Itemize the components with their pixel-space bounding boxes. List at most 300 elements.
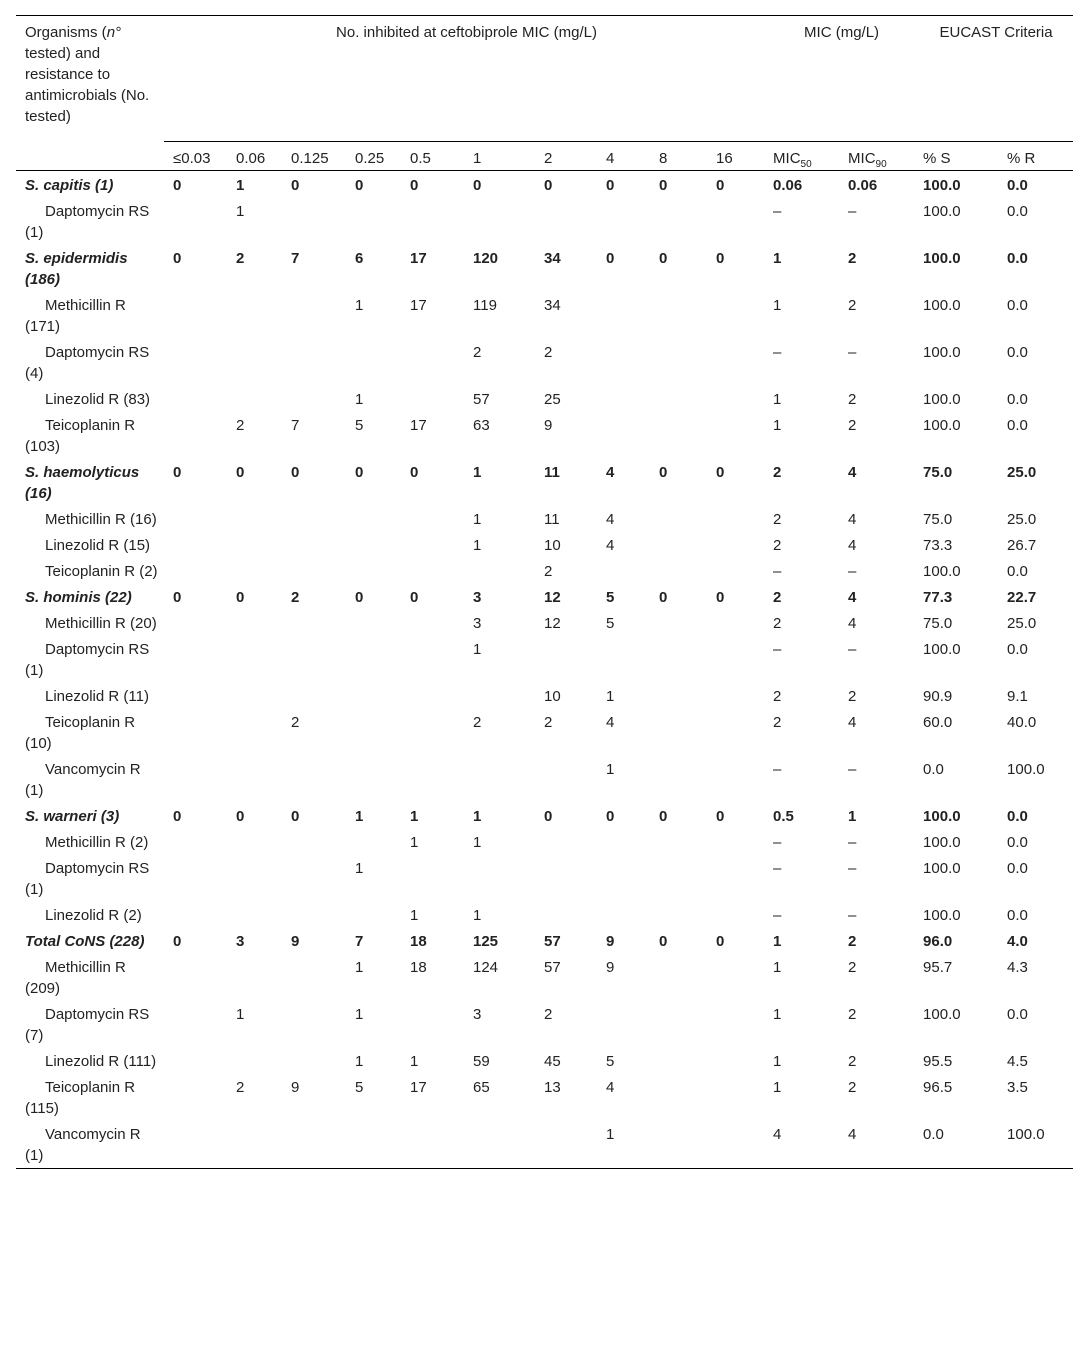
table-row-resistance: [16, 339, 1073, 386]
table-row-resistance: [16, 756, 1073, 803]
table-cell: [707, 902, 764, 928]
row-label: [16, 1074, 164, 1121]
table-cell: [535, 902, 597, 928]
table-cell: [401, 709, 464, 756]
table-cell: 4.0: [1007, 932, 1028, 950]
table-cell: [282, 339, 346, 386]
table-cell: 0.0: [1007, 833, 1028, 851]
table-cell: [282, 756, 346, 803]
table-row-organism: [16, 170, 1073, 198]
table-cell: [401, 756, 464, 803]
table-cell: [464, 558, 535, 584]
table-cell: 0.0: [1007, 906, 1028, 924]
table-cell: [597, 558, 650, 584]
table-cell: 4: [606, 510, 615, 528]
table-cell: 4: [773, 1125, 782, 1143]
table-cell: 0: [606, 176, 615, 194]
table-cell: 0: [716, 932, 725, 950]
table-cell: 1: [473, 906, 482, 924]
table-cell: 2: [848, 687, 857, 705]
table-cell: 17: [410, 416, 427, 434]
table-cell: [164, 855, 227, 902]
table-cell: 2: [848, 1052, 857, 1070]
table-cell: 1: [773, 932, 782, 950]
table-cell: 0: [410, 463, 419, 481]
table-cell: [707, 756, 764, 803]
table-cell: 1: [410, 906, 419, 924]
table-cell: 100.0: [923, 859, 961, 877]
table-cell: –: [773, 833, 782, 851]
table-cell: 1: [473, 640, 482, 658]
table-cell: [707, 709, 764, 756]
table-cell: [282, 954, 346, 1001]
table-cell: [535, 636, 597, 683]
table-cell: 0.0: [1007, 296, 1028, 314]
table-cell: 100.0: [923, 176, 961, 194]
table-cell: 1: [355, 958, 364, 976]
row-label-text: Methicillin R (20): [45, 614, 157, 632]
table-cell: 1: [473, 833, 482, 851]
table-row-resistance: [16, 1121, 1073, 1169]
table-cell: 7: [291, 416, 300, 434]
table-cell: [282, 506, 346, 532]
table-cell: 57: [544, 932, 561, 950]
table-cell: [650, 532, 707, 558]
table-cell: 2: [236, 249, 245, 267]
table-cell: 90.9: [923, 687, 953, 705]
table-cell: 2: [848, 958, 857, 976]
table-cell: 1: [773, 958, 782, 976]
table-cell: 5: [355, 1078, 364, 1096]
table-cell: [707, 506, 764, 532]
table-row-resistance: [16, 1001, 1073, 1048]
table-cell: 4: [848, 510, 857, 528]
table-cell: –: [773, 202, 782, 220]
table-cell: [164, 1001, 227, 1048]
table-cell: 2: [848, 390, 857, 408]
table-cell: [282, 386, 346, 412]
row-label-text: Teicoplanin R (10): [25, 713, 136, 752]
table-cell: 96.5: [923, 1078, 953, 1096]
table-cell: [227, 339, 282, 386]
row-label: [16, 683, 164, 709]
table-cell: 2: [544, 343, 553, 361]
table-cell: 0: [544, 807, 553, 825]
table-cell: 5: [355, 416, 364, 434]
col-header-mic-1: 1: [464, 141, 535, 170]
table-row-resistance: [16, 829, 1073, 855]
table-cell: [707, 532, 764, 558]
table-cell: 1: [410, 833, 419, 851]
table-cell: [401, 636, 464, 683]
table-cell: [346, 532, 401, 558]
row-label: [16, 292, 164, 339]
table-cell: [707, 1048, 764, 1074]
table-cell: 9: [606, 958, 615, 976]
table-cell: 13: [544, 1078, 561, 1096]
table-cell: 1: [606, 1125, 615, 1143]
table-row-resistance: [16, 855, 1073, 902]
table-cell: 0.0: [1007, 390, 1028, 408]
table-cell: 100.0: [923, 249, 961, 267]
table-cell: 10: [544, 536, 561, 554]
table-cell: 18: [410, 932, 427, 950]
table-cell: 100.0: [923, 416, 961, 434]
table-cell: 1: [473, 463, 482, 481]
table-cell: [282, 532, 346, 558]
table-cell: 26.7: [1007, 536, 1037, 554]
table-cell: 75.0: [923, 510, 953, 528]
row-label-text: Linezolid R (11): [45, 687, 149, 705]
table-cell: 3: [473, 614, 482, 632]
col-header-mic-8: 8: [650, 141, 707, 170]
table-cell: 2: [236, 1078, 245, 1096]
table-cell: 1: [473, 536, 482, 554]
table-cell: 1: [773, 249, 782, 267]
table-cell: 2: [848, 249, 857, 267]
table-cell: [707, 1121, 764, 1169]
table-cell: 40.0: [1007, 713, 1037, 731]
table-cell: 4: [606, 713, 615, 731]
table-cell: 0: [355, 463, 364, 481]
table-cell: 75.0: [923, 463, 953, 481]
table-cell: [164, 610, 227, 636]
table-cell: 17: [410, 1078, 427, 1096]
table-cell: 0: [173, 249, 182, 267]
table-cell: [650, 709, 707, 756]
table-cell: 45: [544, 1052, 561, 1070]
row-label: [16, 636, 164, 683]
table-cell: 2: [848, 1005, 857, 1023]
col-header-pct-s: % S: [914, 141, 998, 170]
table-cell: 2: [773, 510, 782, 528]
table-cell: [650, 558, 707, 584]
table-cell: [650, 610, 707, 636]
col-header-mic-0.06: 0.06: [227, 141, 282, 170]
table-cell: [227, 1048, 282, 1074]
table-cell: [346, 683, 401, 709]
table-row-resistance: [16, 610, 1073, 636]
table-cell: 2: [291, 588, 300, 606]
row-label-text: Vancomycin R (1): [25, 760, 141, 799]
table-cell: 1: [410, 1052, 419, 1070]
table-cell: –: [848, 859, 857, 877]
table-cell: [707, 292, 764, 339]
table-cell: [707, 855, 764, 902]
table-cell: 4: [848, 1125, 857, 1143]
table-cell: 2: [473, 713, 482, 731]
table-cell: [535, 855, 597, 902]
table-cell: [650, 855, 707, 902]
table-cell: 65: [473, 1078, 490, 1096]
row-label-text: Teicoplanin R (2): [45, 562, 158, 580]
table-cell: 7: [291, 249, 300, 267]
table-cell: [346, 339, 401, 386]
row-label-text: Methicillin R (209): [25, 958, 126, 997]
table-cell: [282, 902, 346, 928]
table-cell: 2: [773, 687, 782, 705]
table-cell: [346, 829, 401, 855]
table-cell: [164, 1048, 227, 1074]
row-label-text: Methicillin R (2): [45, 833, 149, 851]
table-cell: 0: [173, 932, 182, 950]
table-cell: [650, 636, 707, 683]
table-cell: 1: [355, 1005, 364, 1023]
table-cell: [650, 1001, 707, 1048]
row-label-text: Daptomycin RS (1): [25, 640, 150, 679]
table-cell: 3: [236, 932, 245, 950]
table-cell: 73.3: [923, 536, 953, 554]
table-cell: [227, 855, 282, 902]
table-cell: [597, 386, 650, 412]
table-cell: [650, 1121, 707, 1169]
table-cell: 4: [606, 1078, 615, 1096]
table-cell: 4: [848, 463, 857, 481]
row-label: [16, 902, 164, 928]
table-cell: 4: [848, 614, 857, 632]
mic-header: MIC (mg/L): [804, 24, 880, 41]
row-label: S. capitis (1): [25, 176, 114, 194]
table-cell: 5: [606, 1052, 615, 1070]
col-header-mic90: $MIC_{90}$: [839, 141, 914, 170]
table-cell: 1: [355, 1052, 364, 1070]
table-cell: –: [848, 202, 857, 220]
table-cell: 0: [473, 176, 482, 194]
table-cell: 25: [544, 390, 561, 408]
table-cell: 100.0: [923, 807, 961, 825]
table-cell: 100.0: [923, 296, 961, 314]
table-cell: 4.3: [1007, 958, 1028, 976]
table-cell: 34: [544, 249, 561, 267]
row-label-text: Daptomycin RS (7): [25, 1005, 150, 1044]
table-cell: 0.0: [1007, 562, 1028, 580]
table-row-resistance: [16, 412, 1073, 459]
table-cell: 1: [773, 1052, 782, 1070]
table-cell: 100.0: [923, 833, 961, 851]
table-row-resistance: [16, 558, 1073, 584]
table-cell: [164, 386, 227, 412]
table-cell: 5: [606, 588, 615, 606]
table-cell: [164, 1121, 227, 1169]
table-cell: 2: [236, 416, 245, 434]
table-cell: 1: [355, 807, 364, 825]
table-cell: 9: [291, 1078, 300, 1096]
table-cell: –: [773, 906, 782, 924]
table-cell: [227, 558, 282, 584]
table-cell: [346, 506, 401, 532]
row-label-text: Linezolid R (15): [45, 536, 151, 554]
table-cell: [282, 683, 346, 709]
table-cell: 2: [848, 1078, 857, 1096]
col-header-mic-16: 16: [707, 141, 764, 170]
table-cell: 9.1: [1007, 687, 1028, 705]
table-cell: [227, 756, 282, 803]
table-cell: 100.0: [923, 640, 961, 658]
table-cell: [707, 1001, 764, 1048]
table-cell: 0: [659, 932, 668, 950]
table-cell: 0: [606, 249, 615, 267]
table-cell: 0: [291, 463, 300, 481]
table-cell: [227, 532, 282, 558]
table-cell: [707, 386, 764, 412]
table-cell: [650, 954, 707, 1001]
table-cell: 119: [473, 296, 497, 314]
table-cell: 10: [544, 687, 561, 705]
table-cell: [164, 636, 227, 683]
table-cell: [164, 412, 227, 459]
table-cell: [401, 855, 464, 902]
table-cell: [707, 683, 764, 709]
table-cell: 100.0: [1007, 760, 1045, 778]
table-cell: [650, 198, 707, 245]
table-cell: [401, 558, 464, 584]
table-cell: 9: [606, 932, 615, 950]
table-cell: [464, 1121, 535, 1169]
table-cell: 0.0: [1007, 807, 1028, 825]
table-row-organism: [16, 245, 1073, 292]
row-label: [16, 198, 164, 245]
table-cell: 100.0: [1007, 1125, 1045, 1143]
table-cell: –: [773, 640, 782, 658]
table-cell: [650, 412, 707, 459]
row-label-text: Teicoplanin R (115): [25, 1078, 136, 1117]
table-cell: [650, 1048, 707, 1074]
table-cell: 1: [606, 687, 615, 705]
table-cell: [597, 636, 650, 683]
table-cell: 2: [773, 713, 782, 731]
table-cell: [164, 954, 227, 1001]
table-cell: 2: [773, 463, 782, 481]
table-cell: 12: [544, 614, 561, 632]
table-cell: 57: [473, 390, 490, 408]
inhibited-header: No. inhibited at ceftobiprole MIC (mg/L): [336, 24, 597, 41]
table-cell: [535, 829, 597, 855]
row-label: [16, 532, 164, 558]
row-label: [16, 954, 164, 1001]
table-cell: 0: [659, 588, 668, 606]
table-cell: 34: [544, 296, 561, 314]
row-label: [16, 1048, 164, 1074]
table-cell: 9: [544, 416, 553, 434]
table-row-resistance: [16, 532, 1073, 558]
table-cell: [346, 709, 401, 756]
table-cell: [282, 198, 346, 245]
table-cell: [597, 292, 650, 339]
table-cell: [597, 855, 650, 902]
table-row-organism: [16, 459, 1073, 506]
table-cell: [707, 610, 764, 636]
row-label: [16, 709, 164, 756]
table-cell: 1: [848, 807, 857, 825]
table-cell: [650, 756, 707, 803]
table-row-resistance: [16, 902, 1073, 928]
row-label: [16, 339, 164, 386]
table-cell: –: [773, 760, 782, 778]
row-label-text: Daptomycin RS (1): [25, 859, 150, 898]
table-cell: 4: [848, 713, 857, 731]
row-label: [16, 558, 164, 584]
table-cell: 2: [848, 416, 857, 434]
table-cell: 11: [544, 510, 560, 528]
table-cell: –: [848, 640, 857, 658]
table-cell: –: [848, 906, 857, 924]
table-cell: [164, 292, 227, 339]
table-cell: 0.0: [923, 760, 944, 778]
table-cell: [164, 506, 227, 532]
table-cell: 0.0: [1007, 640, 1028, 658]
table-row-resistance: [16, 386, 1073, 412]
table-cell: [164, 532, 227, 558]
table-cell: [164, 1074, 227, 1121]
table-cell: 11: [544, 463, 560, 481]
col-header-mic-0.125: 0.125: [282, 141, 346, 170]
table-row-resistance: [16, 1074, 1073, 1121]
table-cell: [401, 1001, 464, 1048]
table-cell: [597, 829, 650, 855]
row-label: [16, 756, 164, 803]
table-cell: [227, 954, 282, 1001]
table-cell: [707, 829, 764, 855]
table-cell: [535, 1121, 597, 1169]
col-header-mic-0.25: 0.25: [346, 141, 401, 170]
table-cell: [227, 829, 282, 855]
col-header-mic50: $MIC_{50}$: [764, 141, 839, 170]
table-cell: 2: [773, 614, 782, 632]
table-cell: [164, 339, 227, 386]
row-label: [16, 386, 164, 412]
table-cell: [164, 756, 227, 803]
table-cell: 0: [236, 588, 245, 606]
table-cell: 1: [773, 296, 782, 314]
table-body: [16, 170, 1073, 1168]
table-cell: [282, 1048, 346, 1074]
table-cell: 0: [173, 588, 182, 606]
table-cell: [650, 829, 707, 855]
table-cell: [346, 558, 401, 584]
table-cell: 0.5: [773, 807, 794, 825]
table-cell: [227, 386, 282, 412]
table-cell: [164, 198, 227, 245]
table-cell: [650, 292, 707, 339]
table-cell: [227, 610, 282, 636]
table-cell: 4: [606, 536, 615, 554]
table-cell: [282, 558, 346, 584]
table-cell: [164, 829, 227, 855]
table-cell: [597, 412, 650, 459]
table-cell: 0: [173, 463, 182, 481]
table-cell: 4: [848, 536, 857, 554]
table-cell: [707, 339, 764, 386]
row-label-text: Daptomycin RS (1): [25, 202, 150, 241]
table-cell: 2: [473, 343, 482, 361]
table-cell: 5: [606, 614, 615, 632]
table-cell: 1: [773, 390, 782, 408]
table-cell: [164, 709, 227, 756]
table-cell: [282, 292, 346, 339]
table-cell: 9: [291, 932, 300, 950]
table-cell: 75.0: [923, 614, 953, 632]
row-label-text: Methicillin R (171): [25, 296, 126, 335]
table-cell: [401, 683, 464, 709]
table-cell: 3: [473, 1005, 482, 1023]
table-cell: [164, 683, 227, 709]
table-cell: [346, 198, 401, 245]
row-label-text: Teicoplanin R (103): [25, 416, 136, 455]
table-cell: 59: [473, 1052, 490, 1070]
table-cell: 0: [355, 176, 364, 194]
table-cell: 1: [773, 1005, 782, 1023]
table-cell: [707, 954, 764, 1001]
